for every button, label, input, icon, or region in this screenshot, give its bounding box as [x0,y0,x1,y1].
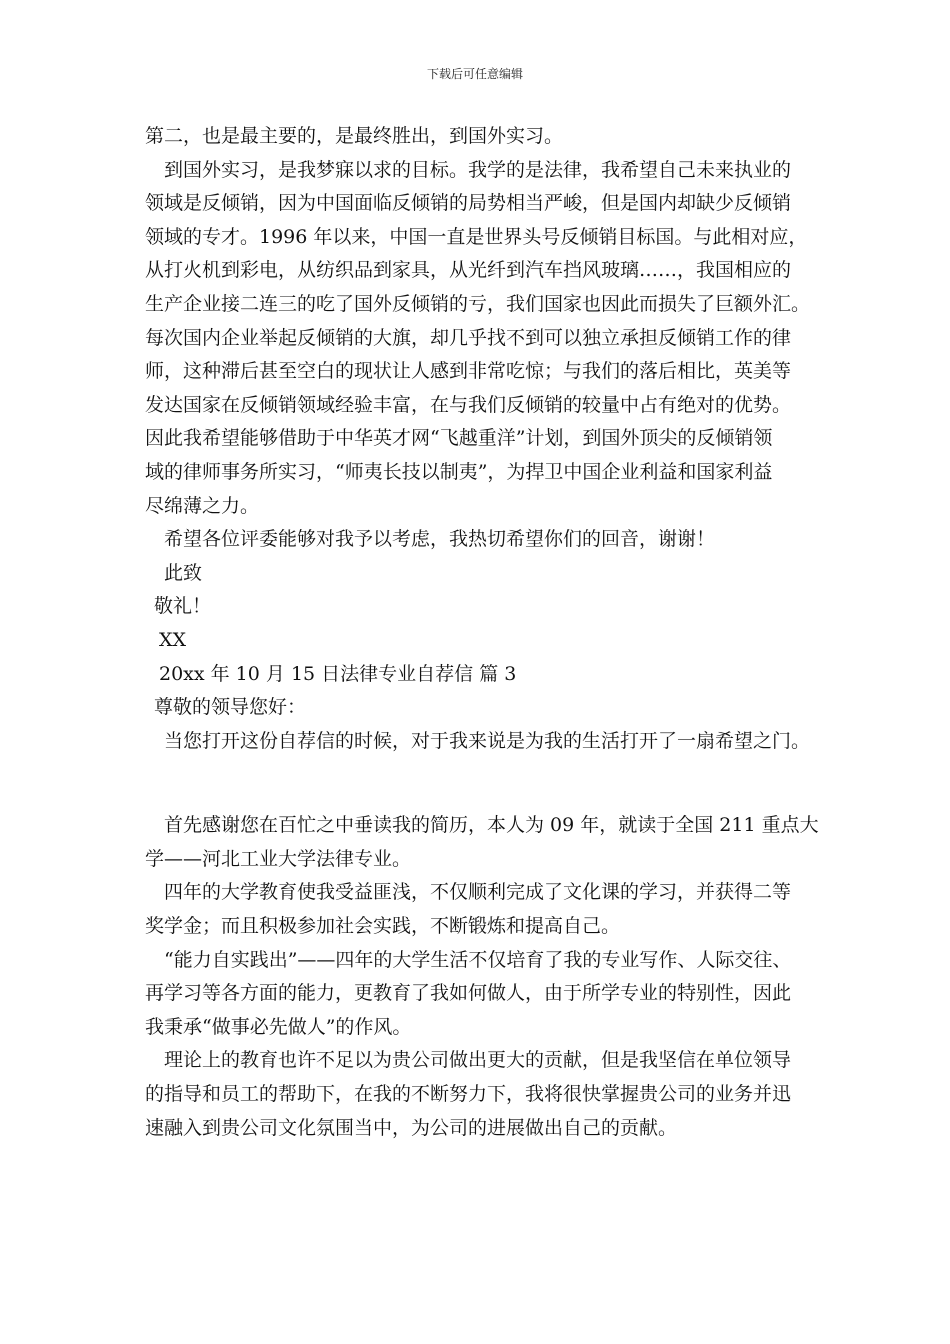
document-body [145,120,817,1145]
closing-regards: 敬礼！ [154,595,212,618]
paragraph-line: 尽绵薄之力。 [145,494,260,517]
paragraph-line: 因此我希望能够借助于中华英才网“飞越重洋”计划，到国外顶尖的反倾销领 [145,427,773,450]
paragraph-line: 从打火机到彩电，从纺织品到家具，从光纤到汽车挡风玻璃……，我国相应的 [145,259,792,282]
paragraph-line: 我秉承“做事必先做人”的作风。 [145,1015,412,1038]
paragraph-line: 生产企业接二连三的吃了国外反倾销的亏，我们国家也因此而损失了巨额外汇。 [145,292,811,315]
paragraph-gap [145,758,817,809]
paragraph-line: 首先感谢您在百忙之中垂读我的简历，本人为 09 年，就读于全国 211 重点大 [164,814,819,837]
paragraph-line: 领域是反倾销，因为中国面临反倾销的局势相当严峻，但是国内却缺少反倾销 [145,192,792,215]
paragraph-line: 四年的大学教育使我受益匪浅，不仅顺利完成了文化课的学习，并获得二等 [164,881,792,904]
paragraph-line: 希望各位评委能够对我予以考虑，我热切希望你们的回音，谢谢！ [164,528,716,551]
signature: XX [159,628,187,651]
paragraph-line: 每次国内企业举起反倾销的大旗，却几乎找不到可以独立承担反倾销工作的律 [145,326,792,349]
section-title: 20xx 年 10 月 15 日法律专业自荐信 篇 3 [159,662,517,685]
paragraph-line: 领域的专才。1996 年以来，中国一直是世界头号反倾销目标国。与此相对应， [145,225,808,248]
greeting: 尊敬的领导您好： [154,696,307,719]
paragraph-line: 速融入到贵公司文化氛围当中，为公司的进展做出自己的贡献。 [145,1116,678,1139]
paragraph-line: “能力自实践出”——四年的大学生活不仅培育了我的专业写作、人际交往、 [164,948,792,971]
paragraph-line: 域的律师事务所实习，“师夷长技以制夷”，为捍卫中国企业利益和国家利益 [145,460,773,483]
paragraph-line: 奖学金；而且积极参加社会实践，不断锻炼和提高自己。 [145,915,621,938]
paragraph-line: 第二，也是最主要的，是最终胜出，到国外实习。 [145,125,564,147]
paragraph-line: 学——河北工业大学法律专业。 [145,847,412,870]
paragraph-line: 师，这种滞后甚至空白的现状让人感到非常吃惊；与我们的落后相比，英美等 [145,360,792,383]
closing-salutation: 此致 [164,561,203,584]
paragraph-line: 的指导和员工的帮助下，在我的不断努力下，我将很快掌握贵公司的业务并迅 [145,1083,792,1106]
paragraph-line: 当您打开这份自荐信的时候，对于我来说是为我的生活打开了一扇希望之门。 [164,729,811,752]
paragraph-line: 发达国家在反倾销领域经验丰富，在与我们反倾销的较量中占有绝对的优势。 [145,393,792,416]
page-header-note: 下载后可任意编辑 [426,67,523,81]
paragraph-line: 理论上的教育也许不足以为贵公司做出更大的贡献，但是我坚信在单位领导 [164,1049,792,1072]
paragraph-line: 再学习等各方面的能力，更教育了我如何做人，由于所学专业的特别性，因此 [145,982,792,1005]
paragraph-line: 到国外实习，是我梦寐以求的目标。我学的是法律，我希望自己未来执业的 [164,158,792,181]
